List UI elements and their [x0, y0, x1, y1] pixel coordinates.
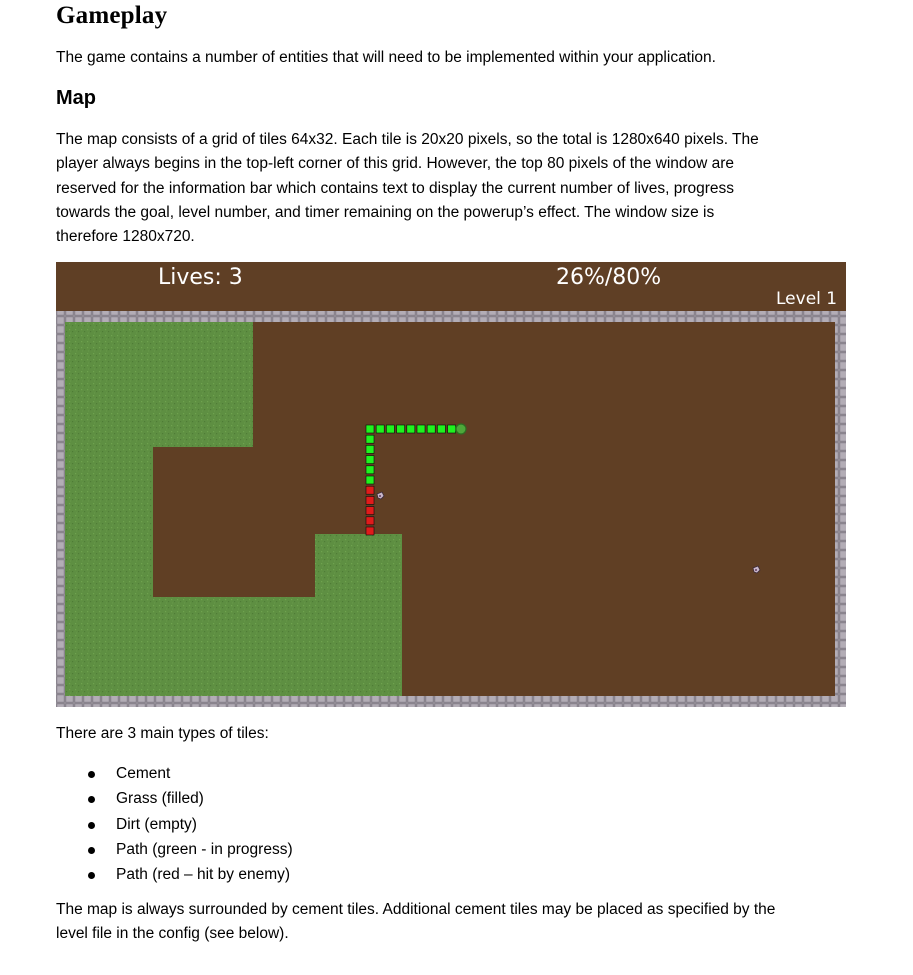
intro-paragraph: The game contains a number of entities that will need to be implemented within your application.	[56, 49, 716, 66]
map-line: towards the goal, level number, and timer remaining on the powerup’s effect. The window size is	[56, 203, 715, 221]
player-icon	[456, 424, 466, 434]
list-item: Cement	[56, 761, 293, 786]
map-line: The map consists of a grid of tiles 64x32. Each tile is 20x20 pixels, so the total is 1280x640 pixels. The	[56, 131, 759, 148]
path-tile-green	[366, 466, 374, 474]
path-tile-green	[427, 425, 435, 433]
list-item: Dirt (empty)	[56, 812, 293, 837]
list-item: Grass (filled)	[56, 786, 293, 811]
red-path	[366, 486, 374, 535]
list-item: Path (green - in progress)	[56, 837, 293, 862]
path-tile-green	[366, 445, 374, 453]
level-indicator: Level 1	[776, 289, 838, 309]
progress-counter: 26%/80%	[556, 265, 662, 290]
path-tile-green	[407, 425, 415, 433]
path-tile-red	[366, 507, 374, 515]
path-tile-red	[366, 486, 374, 494]
path-tile-green	[376, 425, 384, 433]
closing-paragraph	[56, 898, 846, 947]
path-tile-green	[366, 425, 374, 433]
lives-counter: Lives: 3	[158, 265, 243, 290]
section-heading: Gameplay	[56, 2, 168, 29]
map-line: therefore 1280x720.	[56, 228, 195, 246]
closing-line: The map is always surrounded by cement tiles. Additional cement tiles may be placed as specified by the	[56, 901, 776, 918]
map-line: reserved for the information bar which contains text to display the current number of lives, progress	[56, 179, 735, 197]
path-tile-green	[366, 435, 374, 443]
map-heading: Map	[56, 87, 96, 109]
path-tile-green	[366, 456, 374, 464]
path-tile-red	[366, 527, 374, 535]
path-tile-green	[437, 425, 445, 433]
path-tile-green	[448, 425, 456, 433]
path-tile-green	[386, 425, 394, 433]
map-line: player always begins in the top-left corner of this grid. However, the top 80 pixels of the window are	[56, 155, 735, 173]
list-item: Path (red – hit by enemy)	[56, 862, 293, 887]
tile-types-list	[56, 761, 293, 887]
path-tile-red	[366, 517, 374, 525]
tile-types-intro: There are 3 main types of tiles:	[56, 725, 269, 742]
map-paragraph	[56, 128, 846, 249]
closing-line: level file in the config (see below).	[56, 925, 289, 943]
game-screenshot	[56, 262, 846, 707]
game-canvas	[56, 262, 846, 707]
path-tile-red	[366, 496, 374, 504]
path-tile-green	[417, 425, 425, 433]
path-tile-green	[366, 476, 374, 484]
path-tile-green	[397, 425, 405, 433]
